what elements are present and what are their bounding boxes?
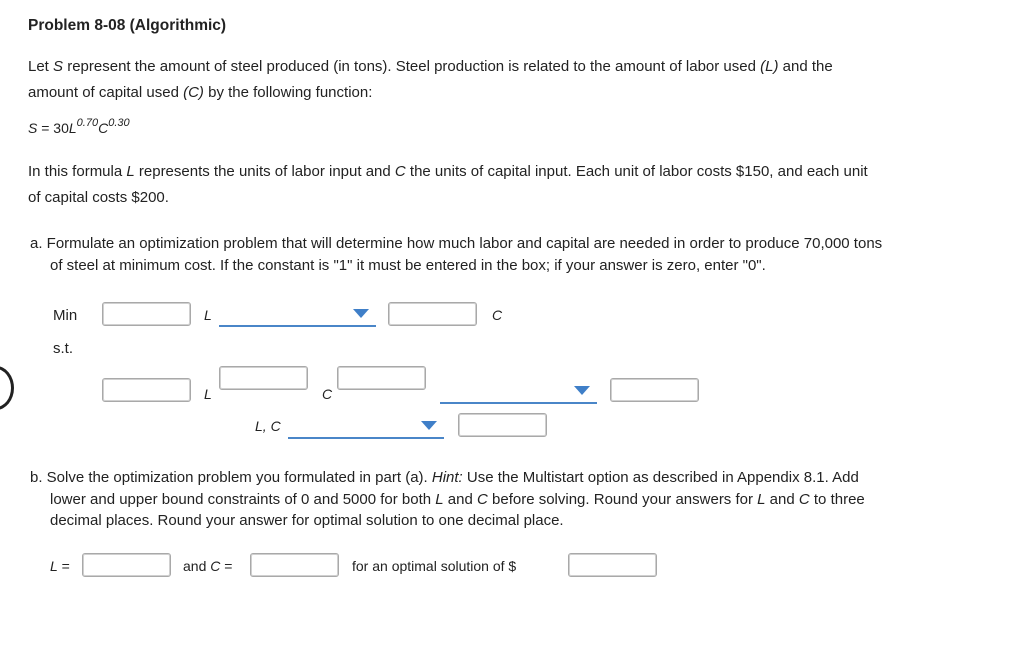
objective-L-coefficient-input[interactable] <box>102 302 191 326</box>
constraint-rhs-input[interactable] <box>610 378 699 402</box>
nonnegativity-vars-label: L, C <box>255 418 281 434</box>
chevron-down-icon <box>353 309 369 318</box>
problem-title: Problem 8-08 (Algorithmic) <box>28 17 227 34</box>
objective-C-coefficient-input[interactable] <box>388 302 477 326</box>
C-answer-input[interactable] <box>250 553 339 577</box>
constraint-coefficient-input[interactable] <box>102 378 191 402</box>
circle-icon <box>0 366 14 410</box>
optimal-solution-label: for an optimal solution of $ <box>352 558 517 574</box>
objective-L-label: L <box>204 307 212 323</box>
chevron-down-icon <box>421 421 437 430</box>
part-b-prompt: b. Solve the optimization problem you formulated in part (a). Hint: Use the Multistart option as described in Appendix 8.1. Add lower and upper bound constraints of 0 and 5000 for both L and C before solving. Round your answers for L and C to three decimal places. Round your answer for optimal solution to one decimal place. <box>30 469 865 529</box>
nonnegativity-relation-dropdown[interactable] <box>288 413 444 439</box>
min-label: Min <box>53 307 78 324</box>
constraint-relation-dropdown[interactable] <box>440 378 597 404</box>
C-answer-label: and C = <box>183 558 233 574</box>
intro-paragraph: Let S represent the amount of steel produced (in tons). Steel production is related to the amount of labor used (L) and the amount of capital used (C) by the following function: <box>28 58 833 101</box>
subject-to-label: s.t. <box>53 340 74 357</box>
production-formula: $S = 30L^{0.70}C^{0.30}$ <box>28 117 130 136</box>
constraint-C-label: C <box>322 386 333 402</box>
constraint-C-exponent-input[interactable] <box>337 366 426 390</box>
nonnegativity-rhs-input[interactable] <box>458 413 547 437</box>
optimal-solution-input[interactable] <box>568 553 657 577</box>
objective-sign-dropdown[interactable] <box>219 301 376 327</box>
part-a-prompt: a. Formulate an optimization problem that will determine how much labor and capital are needed in order to produce 70,000 tons of steel at minimum cost. If the constant is "1" it must be entered in the box; if your answer is zero, enter "0". <box>30 235 883 274</box>
L-answer-input[interactable] <box>82 553 171 577</box>
constraint-L-exponent-input[interactable] <box>219 366 308 390</box>
chevron-down-icon <box>574 386 590 395</box>
description-paragraph: In this formula L represents the units of labor input and C the units of capital input. Each unit of labor costs $150, and each unit of capital costs $200. <box>28 163 868 206</box>
constraint-L-label: L <box>204 386 212 402</box>
objective-C-label: C <box>492 307 503 323</box>
L-answer-label: L = <box>50 558 70 574</box>
